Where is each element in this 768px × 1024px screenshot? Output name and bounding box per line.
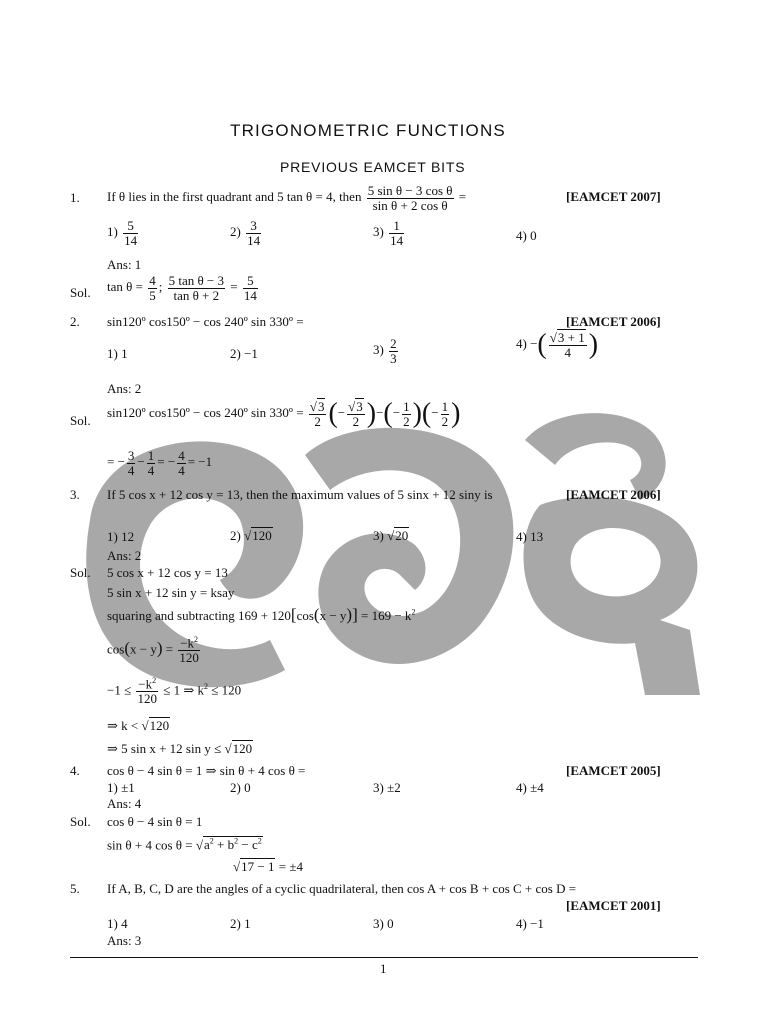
- q4-answer: Ans: 4: [107, 796, 142, 811]
- q3-solution-line-6: ⇒ k < √120: [107, 718, 170, 733]
- q2-sol-label: Sol.: [70, 413, 91, 428]
- q1-answer: Ans: 1: [107, 257, 142, 272]
- q3-solution-line-2: 5 sin x + 12 sin y = ksay: [107, 585, 235, 600]
- q3-stem: If 5 cos x + 12 cos y = 13, then the maximum values of 5 sinx + 12 siny is: [107, 487, 493, 502]
- q4-solution-line-2: sin θ + 4 $\cos \theta = √a^2 + b^2 - c^2$: [107, 837, 262, 853]
- q1-option-3: 3) $\frac{1}{14}$: [373, 218, 404, 248]
- q5-stem: If A, B, C, D are the angles of a cyclic quadrilateral, then cos A + cos B + cos C + cos D =: [107, 881, 577, 896]
- q1-option-1: 1) $\frac{5}{14}$: [107, 218, 138, 248]
- q5-option-3: 3) 0: [373, 916, 394, 931]
- q3-option-3: 3) √20: [373, 528, 409, 543]
- q1-option-4: 4) 0: [516, 228, 537, 243]
- q5-exam-tag: [EAMCET 2001]: [566, 898, 661, 913]
- q3-solution-line-3: squaring and subtracting $169 + 120[\cos(x - y)] = 169 - k^2$: [107, 605, 416, 624]
- q2-solution-line-1: sin120º cos150º − cos 240º sin 330º = $\frac{√3}{2}$ (− $\frac{√3}{2}$ )−(− $\frac{1}{2}$ )(− $\frac{1}{2}$ ): [107, 398, 461, 430]
- page-title: TRIGONOMETRIC FUNCTIONS: [230, 121, 506, 140]
- q1-exam-tag: [EAMCET 2007]: [566, 189, 661, 204]
- q2-number: 2.: [70, 314, 80, 329]
- q1-stem-fraction: $\frac{\text{5 sin θ − 3 cos θ}}{\text{sin θ + 2 cos θ}}$: [367, 182, 453, 213]
- q5-number: 5.: [70, 881, 80, 896]
- q4-option-1: 1) ±1: [107, 780, 135, 795]
- q1-sol-label: Sol.: [70, 285, 91, 300]
- q4-solution-line-3: √17 − 1 = ±4: [233, 859, 303, 874]
- q3-solution-line-1: 5 cos x + 12 cos y = 13: [107, 565, 228, 580]
- q4-exam-tag: [EAMCET 2005]: [566, 763, 661, 778]
- q2-exam-tag: [EAMCET 2006]: [566, 314, 661, 329]
- q5-option-2: 2) 1: [230, 916, 251, 931]
- q3-exam-tag: [EAMCET 2006]: [566, 487, 661, 502]
- q2-option-4: 4) −( $\frac{√3 + 1}{4}$ ): [516, 329, 599, 361]
- q3-option-1: 1) 12: [107, 529, 135, 544]
- q4-option-2: 2) 0: [230, 780, 251, 795]
- q2-option-1: 1) 1: [107, 346, 128, 361]
- q3-sol-label: Sol.: [70, 565, 91, 580]
- q4-stem: cos θ − 4 sin θ = 1 ⇒ sin θ + 4 cos θ =: [107, 763, 306, 778]
- q2-option-2: 2) −1: [230, 346, 258, 361]
- q4-number: 4.: [70, 763, 80, 778]
- q1-number: 1.: [70, 190, 80, 205]
- q5-answer: Ans: 3: [107, 933, 142, 948]
- q3-number: 3.: [70, 487, 80, 502]
- q3-option-4: 4) 13: [516, 529, 544, 544]
- q2-option-3: 3) $\frac{2}{3}$: [373, 336, 397, 366]
- q4-solution-line-1: cos θ − 4 sin θ = 1: [107, 814, 203, 829]
- q4-option-4: 4) ±4: [516, 780, 544, 795]
- q2-stem: sin120º cos150º − cos 240º sin 330º =: [107, 314, 304, 329]
- footer-divider: [70, 957, 698, 958]
- q4-option-3: 3) ±2: [373, 780, 401, 795]
- q2-answer: Ans: 2: [107, 381, 142, 396]
- q4-sol-label: Sol.: [70, 814, 91, 829]
- q3-solution-line-4: cos(x − y) = $\frac{-k^2}{120}$: [107, 635, 199, 665]
- section-subtitle: PREVIOUS EAMCET BITS: [280, 159, 466, 175]
- q3-solution-line-5: −1 ≤ $\frac{-k^2}{120}$ ≤ 1 ⇒ $k^2 \le 120$: [107, 676, 242, 706]
- q1-stem: If θ lies in the first quadrant and 5 tan θ = 4, then $\frac{\text{5 sin θ − 3 cos θ}}{\text{sin θ + 2 cos θ}}$ =: [107, 182, 467, 213]
- q3-option-2: 2) √120: [230, 528, 272, 543]
- q3-solution-line-7: ⇒ 5 sin x + 12 sin y ≤ √120: [107, 741, 253, 756]
- q1-solution: tan θ = $\frac{4}{5}$ ; $\frac{\text{5 tan θ − 3}}{\text{tan θ + 2}}$ = $\frac{5}{14}$: [107, 273, 257, 303]
- page-number: 1: [380, 961, 387, 976]
- q3-answer: Ans: 2: [107, 548, 142, 563]
- q1-option-2: 2) $\frac{3}{14}$: [230, 218, 261, 248]
- q2-solution-line-2: = − $\frac{3}{4}$ − $\frac{1}{4}$ = − $\frac{4}{4}$ = −1: [107, 448, 213, 478]
- q5-option-4: 4) −1: [516, 916, 544, 931]
- q5-option-1: 1) 4: [107, 916, 128, 931]
